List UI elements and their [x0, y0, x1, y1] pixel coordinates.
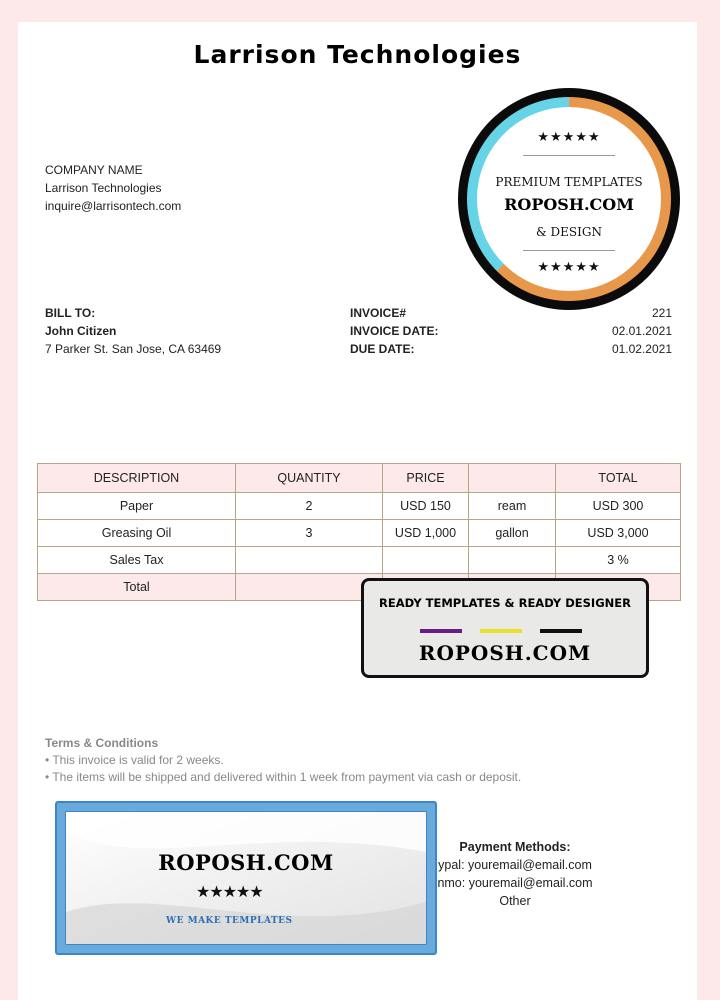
badge-color-bar: [540, 629, 582, 633]
table-row: [38, 493, 681, 520]
invoice-date: 02.01.2021: [611, 324, 672, 338]
cell-unit: [469, 547, 556, 574]
table-row: [38, 520, 681, 547]
cell-price: USD 1,000: [383, 520, 469, 547]
cell-total: USD 300: [556, 493, 681, 520]
company-block: [45, 161, 181, 215]
stamp-divider: [523, 155, 615, 156]
due-date: 01.02.2021: [611, 342, 672, 356]
badge-color-bar: [420, 629, 462, 633]
ready-templates-badge: [361, 578, 649, 678]
invoice-date-label: INVOICE DATE:: [350, 324, 439, 338]
stamp-text-premium: PREMIUM TEMPLATES: [495, 175, 643, 189]
card-tagline: WE MAKE TEMPLATES: [166, 916, 293, 926]
card-stars: ★★★★★: [196, 884, 263, 901]
col-description: DESCRIPTION: [38, 464, 236, 493]
bill-to-label: BILL TO:: [45, 306, 96, 320]
premium-templates-stamp: [458, 88, 680, 310]
stamp-text-design: & DESIGN: [536, 225, 602, 239]
stamp-stars-top: ★★★★★: [537, 129, 601, 144]
terms-line: • The items will be shipped and delivered within 1 week from payment via cash or deposit.: [45, 770, 522, 784]
col-price: PRICE: [383, 464, 469, 493]
payment-heading: Payment Methods:: [459, 840, 571, 854]
stamp-ring: [467, 97, 671, 301]
company-name-label: COMPANY NAME: [45, 163, 143, 177]
stamp-text-brand: ROPOSH.COM: [504, 195, 634, 214]
invoice-meta-values: [538, 304, 672, 358]
bill-to-name: John Citizen: [45, 324, 117, 338]
cell-description: Greasing Oil: [38, 520, 236, 547]
stamp-inner: [477, 107, 661, 291]
badge-color-bar: [480, 629, 522, 633]
cell-unit: ream: [469, 493, 556, 520]
invoice-page: [18, 22, 697, 1000]
cell-total: USD 3,000: [556, 520, 681, 547]
invoice-number-label: INVOICE#: [350, 306, 407, 320]
col-quantity: QUANTITY: [236, 464, 383, 493]
due-date-label: DUE DATE:: [350, 342, 415, 356]
cell-quantity: 3: [236, 520, 383, 547]
company-email: inquire@larrisontech.com: [45, 199, 182, 213]
payment-paypal: ypal: youremail@email.com: [438, 858, 592, 872]
payment-methods: [430, 838, 600, 910]
card-brand: ROPOSH.COM: [158, 850, 334, 875]
terms-line: • This invoice is valid for 2 weeks.: [45, 753, 224, 767]
cell-price: [383, 547, 469, 574]
cell-quantity: 2: [236, 493, 383, 520]
col-total: TOTAL: [556, 464, 681, 493]
promo-card-inner: [65, 811, 427, 945]
payment-other: Other: [499, 894, 531, 908]
cell-price: USD 150: [383, 493, 469, 520]
company-name: Larrison Technologies: [45, 181, 162, 195]
cell-unit: gallon: [469, 520, 556, 547]
invoice-number: 221: [651, 306, 672, 320]
terms-heading: Terms & Conditions: [45, 736, 159, 750]
table-header-row: [38, 464, 681, 493]
page-title: Larrison Technologies: [193, 40, 522, 69]
cell-description: Total: [38, 574, 236, 601]
cell-description: Sales Tax: [38, 547, 236, 574]
terms-block: [45, 735, 521, 786]
badge-title: READY TEMPLATES & READY DESIGNER: [379, 596, 631, 610]
bill-to-block: [45, 304, 221, 358]
cell-description: Paper: [38, 493, 236, 520]
payment-venmo: nmo: youremail@email.com: [437, 876, 593, 890]
promo-card: [55, 801, 437, 955]
cell-total: 3 %: [556, 547, 681, 574]
badge-brand: ROPOSH.COM: [418, 641, 592, 665]
col-unit: [469, 464, 556, 493]
bill-to-address: 7 Parker St. San Jose, CA 63469: [45, 342, 222, 356]
table-row: [38, 547, 681, 574]
invoice-meta-labels: [350, 304, 438, 358]
stamp-divider: [523, 250, 615, 251]
stamp-stars-bottom: ★★★★★: [537, 259, 601, 274]
cell-quantity: [236, 547, 383, 574]
